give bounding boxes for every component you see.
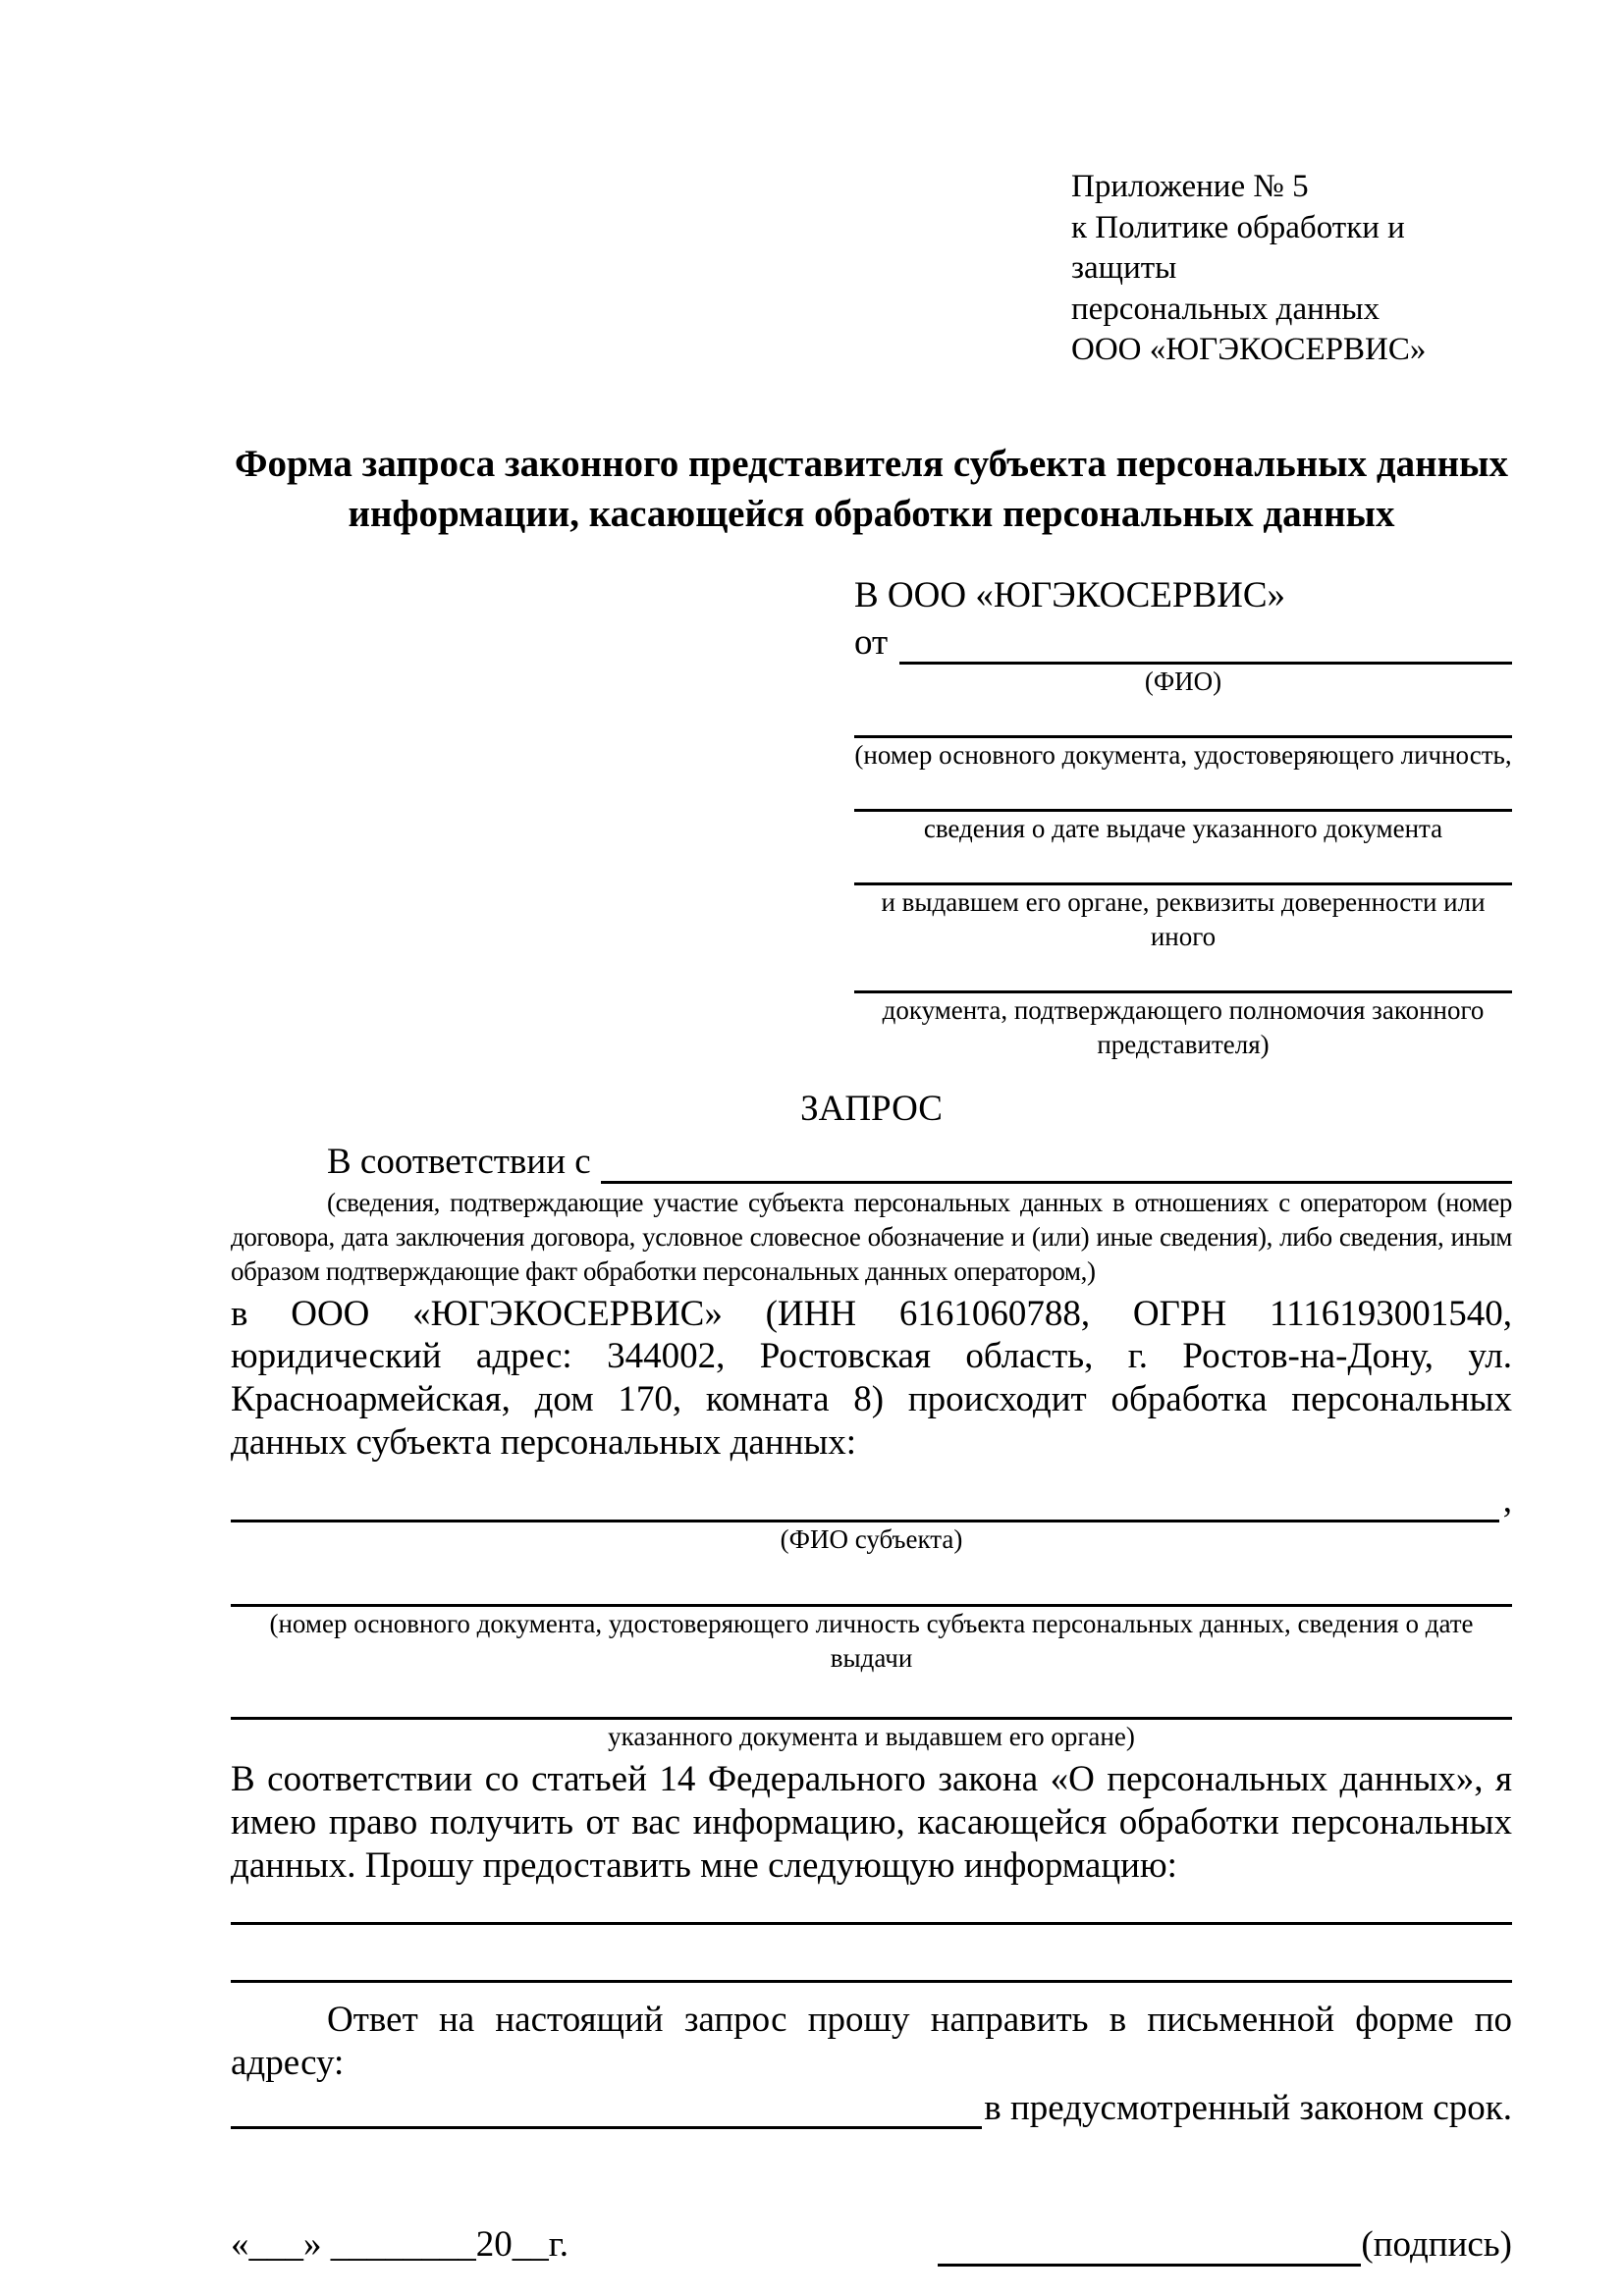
document-title: Форма запроса законного представителя субъекта персональных данных информации, касающейся обработки персональных данных: [234, 442, 1509, 535]
requested-info-field-1[interactable]: [231, 1895, 1512, 1925]
doc-number-caption: (номер основного документа, удостоверяющего личность,: [854, 739, 1512, 770]
reply-deadline-text: в предусмотренный законом срок.: [984, 2087, 1512, 2128]
accordance-row: [231, 1141, 1512, 1184]
date-blank-text: «___» ________20__г.: [231, 2224, 569, 2266]
representative-doc-issue-date-field[interactable]: [854, 773, 1512, 812]
law-paragraph: В соответствии со статьей 14 Федерального закона «О персональных данных», я имею право получить от вас информацию, касающейся обработки персональных данных. Прошу предоставить мне следующую информацию:: [231, 1759, 1512, 1886]
subject-fio-row: [231, 1479, 1512, 1522]
policy-reference-line: к Политике обработки и защиты: [1071, 209, 1405, 287]
addressee-block: [854, 574, 1512, 1062]
representative-doc-authority-field[interactable]: [854, 846, 1512, 885]
subject-doc-authority-field[interactable]: [231, 1687, 1512, 1720]
signature-field[interactable]: [938, 2224, 1361, 2267]
operator-paragraph: в ООО «ЮГЭКОСЕРВИС» (ИНН 6161060788, ОГРН 1116193001540, юридический адрес: 344002, Ростовская область, г. Ростов-на-Дону, ул. Красноармейская, дом 170, комната 8) происходит обработка персональных данных субъекта персональных данных:: [231, 1293, 1512, 1463]
reply-paragraph: Ответ на настоящий запрос прошу направить в письменной форме по адресу:: [231, 2000, 1512, 2084]
subject-fio-comma: ,: [1502, 1480, 1512, 1522]
from-row: [854, 621, 1512, 665]
representative-doc-number-field[interactable]: [854, 699, 1512, 738]
request-heading: ЗАПРОС: [800, 1089, 943, 1130]
requested-info-field-2[interactable]: [231, 1925, 1512, 1983]
from-label: от: [854, 621, 889, 663]
appendix-header: [1071, 167, 1512, 371]
appendix-number-line: Приложение № 5: [1071, 169, 1309, 204]
reply-address-row: [231, 2087, 1512, 2130]
accordance-caption: (сведения, подтверждающие участие субъекта персональных данных в отношениях с оператором (номер договора, дата заключения договора, условное словесное обозначение и (или) иные сведения), либо сведения, иным образом подтверждающие факт обработки персональных данных оператором,): [231, 1187, 1512, 1286]
accordance-label: В соответствии с: [327, 1141, 591, 1182]
issuing-authority-caption: и выдавшем его органе, реквизиты доверенности или иного: [881, 886, 1486, 951]
subject-fio-field[interactable]: [231, 1480, 1499, 1522]
addressee-company: В ООО «ЮГЭКОСЕРВИС»: [854, 575, 1286, 616]
subject-doc-caption-line2: указанного документа и выдавшем его органе): [608, 1722, 1135, 1752]
fio-caption: (ФИО): [1144, 666, 1222, 696]
representative-authority-doc-field[interactable]: [854, 954, 1512, 993]
signature-group: [938, 2223, 1512, 2267]
representative-fio-field[interactable]: [899, 622, 1512, 665]
subject-doc-number-field[interactable]: [231, 1573, 1512, 1607]
policy-reference-line: персональных данных: [1071, 291, 1380, 327]
signature-caption: (подпись): [1361, 2224, 1512, 2266]
authority-doc-caption: документа, подтверждающего полномочия законного представителя): [882, 995, 1485, 1060]
subject-doc-caption-line1: (номер основного документа, удостоверяющего личность субъекта персональных данных, сведения о дате выдачи: [269, 1609, 1474, 1674]
footer-row: [231, 2223, 1512, 2267]
company-name-line: ООО «ЮГЭКОСЕРВИС»: [1071, 332, 1427, 368]
subject-fio-caption: (ФИО субъекта): [780, 1524, 963, 1555]
issue-date-caption: сведения о дате выдаче указанного документа: [923, 813, 1443, 843]
accordance-basis-field[interactable]: [601, 1142, 1512, 1184]
reply-address-field[interactable]: [231, 2087, 982, 2129]
